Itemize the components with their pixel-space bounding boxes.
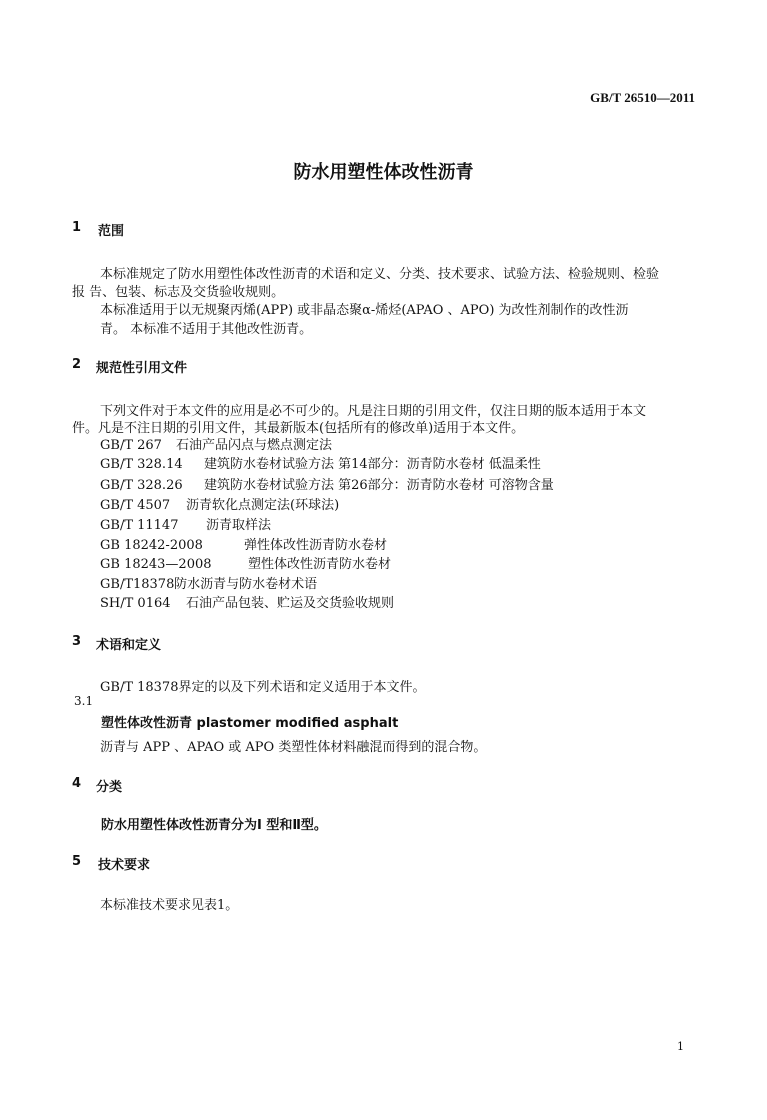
section-3-number: 3 (72, 634, 82, 649)
section-2-line: 下列文件对于本文件的应用是必不可少的。凡是注日期的引用文件，仅注日期的版本适用于本文 (100, 404, 647, 419)
term-definition: 沥青与 APP 、APAO 或 APO 类塑性体材料融混而得到的混合物。 (100, 740, 487, 755)
reference-item (100, 592, 394, 611)
section-2-number: 2 (72, 357, 82, 372)
reference-item (100, 573, 317, 592)
reference-item (100, 494, 339, 513)
section-5-number: 5 (72, 854, 82, 869)
technical-requirements-text: 本标准技术要求见表1。 (100, 898, 239, 913)
section-1-number: 1 (72, 220, 82, 235)
reference-code: GB 18242-2008 (100, 538, 203, 553)
reference-title: 石油产品包装、贮运及交货验收规则 (186, 596, 395, 611)
reference-code: GB/T 11147 (100, 518, 179, 533)
reference-title: 塑性体改性沥青防水卷材 (248, 557, 392, 572)
reference-item (100, 534, 387, 553)
reference-title: 防水沥青与防水卷材术语 (170, 577, 318, 592)
reference-title: 建筑防水卷材试验方法 第14部分：沥青防水卷材 低温柔性 (204, 457, 541, 472)
classification-text: 防水用塑性体改性沥青分为Ⅰ 型和Ⅱ型。 (101, 818, 327, 833)
reference-title: 弹性体改性沥青防水卷材 (244, 538, 388, 553)
term-title: 塑性体改性沥青 plastomer modified asphalt (101, 716, 399, 731)
reference-item (100, 474, 554, 493)
section-1-line: 本标准适用于以无规聚丙烯(APP) 或非晶态聚α-烯烃(APAO 、APO) 为改性剂制作的改性沥 (100, 303, 629, 318)
section-2-title: 规范性引用文件 (96, 361, 188, 376)
reference-title: 沥青软化点测定法(环球法) (186, 498, 340, 513)
reference-item (100, 434, 332, 453)
section-3-intro: GB/T 18378界定的以及下列术语和定义适用于本文件。 (100, 680, 426, 695)
reference-code: GB/T 328.26 (100, 478, 183, 493)
section-2-line: 件。凡是不注日期的引用文件，其最新版本(包括所有的修改单)适用于本文件。 (72, 421, 525, 436)
reference-title: 建筑防水卷材试验方法 第26部分：沥青防水卷材 可溶物含量 (204, 478, 554, 493)
reference-code: GB/T18378 (100, 577, 175, 592)
reference-item (100, 453, 541, 472)
section-1-line: 报 告、包装、标志及交货验收规则。 (72, 285, 285, 300)
document-title: 防水用塑性体改性沥青 (293, 162, 474, 183)
section-4-title: 分类 (96, 780, 123, 795)
reference-title: 沥青取样法 (206, 518, 272, 533)
standard-code: GB/T 26510—2011 (590, 90, 695, 105)
reference-code: GB/T 4507 (100, 498, 171, 513)
section-1-title: 范围 (98, 224, 125, 239)
section-5-title: 技术要求 (98, 858, 151, 873)
section-3-title: 术语和定义 (96, 638, 162, 653)
term-number: 3.1 (74, 694, 94, 708)
reference-code: GB/T 267 (100, 438, 162, 453)
section-1-line: 本标准规定了防水用塑性体改性沥青的术语和定义、分类、技术要求、试验方法、检验规则、检验 (100, 267, 660, 282)
section-1-line: 青。 本标准不适用于其他改性沥青。 (100, 322, 313, 337)
reference-title: 石油产品闪点与燃点测定法 (176, 438, 333, 453)
reference-item (100, 553, 391, 572)
page-number: 1 (677, 1040, 684, 1053)
reference-item (100, 514, 271, 533)
reference-code: SH/T 0164 (100, 596, 171, 611)
section-4-number: 4 (72, 776, 82, 791)
reference-code: GB/T 328.14 (100, 457, 183, 472)
reference-code: GB 18243—2008 (100, 557, 212, 572)
